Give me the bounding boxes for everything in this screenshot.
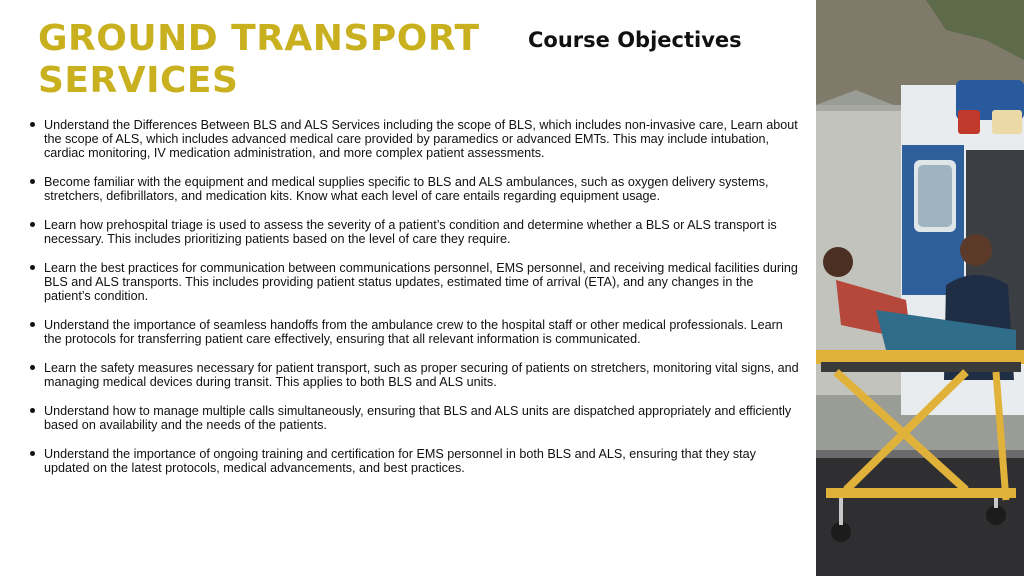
objective-text: Understand the importance of seamless handoffs from the ambulance crew to the hospital staff or other medical professionals. Learn the protocols for transferring patient care effectively, ensuring that all relevant information is communicated.: [44, 318, 783, 346]
objective-text: Understand the importance of ongoing training and certification for EMS personnel in both BLS and ALS, ensuring that they stay updated on the latest protocols, medical advancements, and best practices.: [44, 447, 756, 475]
list-item: [30, 404, 800, 432]
ambulance-photo: [816, 0, 1024, 576]
bullet-icon: [30, 122, 35, 127]
bullet-icon: [30, 451, 35, 456]
ambulance-stretcher-illustration: [816, 0, 1024, 576]
list-item: [30, 447, 800, 475]
slide-title: GROUND TRANSPORT SERVICES: [38, 18, 480, 101]
list-item: [30, 361, 800, 389]
objectives-list: [30, 118, 800, 490]
bullet-icon: [30, 265, 35, 270]
bullet-icon: [30, 179, 35, 184]
objective-text: Learn the best practices for communication between communications personnel, EMS personnel, and receiving medical facilities during BLS and ALS transports. This includes providing patient status updates, estimated time of arrival (ETA), and any changes in the patient’s condition.: [44, 261, 798, 303]
objective-text: Understand how to manage multiple calls simultaneously, ensuring that BLS and ALS units are dispatched appropriately and efficiently based on availability and the needs of the patients.: [44, 404, 792, 432]
bullet-icon: [30, 222, 35, 227]
bullet-icon: [30, 322, 35, 327]
bullet-icon: [30, 365, 35, 370]
list-item: [30, 318, 800, 346]
objective-text: Learn the safety measures necessary for patient transport, such as proper securing of patients on stretchers, monitoring vital signs, and managing medical devices during transit. This applies to both BLS and ALS units.: [44, 361, 799, 389]
list-item: [30, 118, 800, 160]
slide-subtitle: Course Objectives: [528, 28, 742, 52]
list-item: [30, 175, 800, 203]
objective-text: Learn how prehospital triage is used to assess the severity of a patient’s condition and determine whether a BLS or ALS transport is necessary. This includes prioritizing patients based on the level of care they require.: [44, 218, 777, 246]
objective-text: Become familiar with the equipment and medical supplies specific to BLS and ALS ambulances, such as oxygen delivery systems, stretchers, defibrillators, and medication kits. Know what each level of care entails regarding equipment usage.: [44, 175, 769, 203]
list-item: [30, 218, 800, 246]
bullet-icon: [30, 408, 35, 413]
objective-text: Understand the Differences Between BLS and ALS Services including the scope of BLS, which includes non-invasive care, Learn about the scope of ALS, which includes advanced medical care provided by paramedics or advanced EMTs. This may include intubation, cardiac monitoring, IV medication administration, and more complex patient assessments.: [44, 118, 798, 160]
list-item: [30, 261, 800, 303]
